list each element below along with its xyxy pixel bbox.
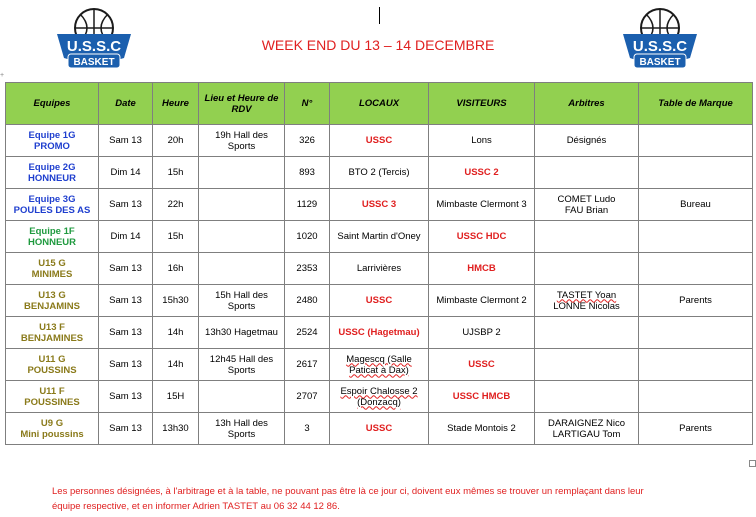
team-name: Equipe 1F <box>29 225 75 237</box>
date-cell: Sam 13 <box>99 349 153 381</box>
time-cell: 16h <box>153 253 199 285</box>
team-cell <box>6 413 99 445</box>
logo-text-basket: BASKET <box>639 57 681 68</box>
rdv-cell <box>199 253 285 285</box>
time-cell: 14h <box>153 317 199 349</box>
team-category: BENJAMINS <box>24 300 80 312</box>
match-number-cell: 1020 <box>285 221 330 253</box>
column-header: Equipes <box>6 83 99 125</box>
away-team-cell <box>429 317 535 349</box>
team-category: MINIMES <box>31 268 73 280</box>
home-team-cell <box>330 349 429 381</box>
table-row <box>6 317 753 349</box>
referees-cell <box>535 189 639 221</box>
date-cell: Sam 13 <box>99 381 153 413</box>
home-team-name: USSC <box>365 295 393 306</box>
home-team-name: Magescq (Salle Paticat à Dax) <box>346 353 412 376</box>
table-header-row <box>6 83 753 125</box>
team-category: POUSSINS <box>27 364 77 376</box>
team-category: HONNEUR <box>27 172 77 184</box>
column-header: N° <box>285 83 330 125</box>
team-cell <box>6 221 99 253</box>
away-team-cell <box>429 349 535 381</box>
home-team-cell <box>330 157 429 189</box>
match-number-cell: 2707 <box>285 381 330 413</box>
referees-cell <box>535 413 639 445</box>
match-number-cell: 2617 <box>285 349 330 381</box>
column-header: Arbitres <box>535 83 639 125</box>
home-team-cell <box>330 253 429 285</box>
table-row <box>6 221 753 253</box>
referees-cell <box>535 285 639 317</box>
table-row <box>6 413 753 445</box>
home-team-cell <box>330 381 429 413</box>
footer-note <box>52 484 732 514</box>
time-cell: 14h <box>153 349 199 381</box>
table-move-handle-icon[interactable]: + <box>0 72 5 79</box>
footer-line-2: équipe respective, et en informer Adrien TASTET au 06 32 44 12 86. <box>52 501 340 512</box>
rdv-cell: 15h Hall des Sports <box>199 285 285 317</box>
table-row <box>6 285 753 317</box>
team-name: U11 F <box>39 385 65 397</box>
scorer-table-cell <box>639 221 753 253</box>
away-team-cell <box>429 157 535 189</box>
away-team-cell <box>429 413 535 445</box>
rdv-cell: 13h30 Hagetmau <box>199 317 285 349</box>
page-title: WEEK END DU 13 – 14 DECEMBRE <box>261 37 495 53</box>
home-team-cell <box>330 285 429 317</box>
away-team-cell <box>429 221 535 253</box>
team-cell <box>6 317 99 349</box>
date-cell: Dim 14 <box>99 221 153 253</box>
table-row <box>6 253 753 285</box>
rdv-cell: 12h45 Hall des Sports <box>199 349 285 381</box>
date-cell: Sam 13 <box>99 317 153 349</box>
match-number-cell: 893 <box>285 157 330 189</box>
away-team-cell <box>429 189 535 221</box>
team-cell <box>6 189 99 221</box>
home-team-name: USSC 3 <box>361 199 397 210</box>
away-team-name: Stade Montois 2 <box>447 423 516 434</box>
away-team-name: USSC 2 <box>464 167 499 178</box>
team-cell <box>6 157 99 189</box>
logo-text-club: U.S.S.C <box>632 38 688 55</box>
away-team-name: Lons <box>471 135 492 146</box>
column-header: Lieu et Heure de RDV <box>199 83 285 125</box>
scorer-table-cell <box>639 349 753 381</box>
referee-2: LONNE Nicolas <box>553 300 620 312</box>
rdv-cell <box>199 381 285 413</box>
schedule-table <box>5 82 753 445</box>
away-team-cell <box>429 125 535 157</box>
scorer-table-cell <box>639 157 753 189</box>
team-cell <box>6 381 99 413</box>
away-team-name: UJSBP 2 <box>462 327 501 338</box>
date-cell: Sam 13 <box>99 253 153 285</box>
scorer-table-cell <box>639 381 753 413</box>
referees-cell <box>535 125 639 157</box>
home-team-name: Espoir Chalosse 2 (Donzacq) <box>340 385 418 408</box>
home-team-name: USSC (Hagetmau) <box>338 327 420 338</box>
logo-text-basket: BASKET <box>73 57 115 68</box>
away-team-name: Mimbaste Clermont 3 <box>436 199 527 210</box>
scorer-table-cell <box>639 125 753 157</box>
scorer-table-cell: Parents <box>639 413 753 445</box>
referee-1: COMET Ludo <box>557 193 616 205</box>
away-team-cell <box>429 253 535 285</box>
away-team-name: USSC HDC <box>456 231 507 242</box>
home-team-cell <box>330 413 429 445</box>
team-category: Mini poussins <box>20 428 84 440</box>
team-name: U13 G <box>38 289 66 301</box>
team-category: HONNEUR <box>27 236 77 248</box>
team-cell <box>6 125 99 157</box>
rdv-cell: 19h Hall des Sports <box>199 125 285 157</box>
team-name: U15 G <box>38 257 66 269</box>
team-name: U13 F <box>39 321 65 333</box>
away-team-cell <box>429 285 535 317</box>
referee-1: Désignés <box>566 135 607 146</box>
logo-text-club: U.S.S.C <box>66 38 122 55</box>
time-cell: 15h <box>153 221 199 253</box>
team-category: POULES DES AS <box>13 204 91 216</box>
column-header: Date <box>99 83 153 125</box>
referee-1: TASTET Yoan <box>556 289 617 301</box>
referee-1: DARAIGNEZ Nico <box>547 417 626 429</box>
team-cell <box>6 349 99 381</box>
scorer-table-cell: Parents <box>639 285 753 317</box>
table-row <box>6 125 753 157</box>
text-cursor <box>379 7 380 24</box>
table-row <box>6 381 753 413</box>
table-resize-handle[interactable] <box>749 460 756 467</box>
team-name: Equipe 2G <box>28 161 76 173</box>
footer-line-1: Les personnes désignées, à l'arbitrage et à la table, ne pouvant pas être là ce jour ci, doivent eux mêmes se trouver un remplaçant dans leur <box>52 486 644 497</box>
date-cell: Sam 13 <box>99 125 153 157</box>
referees-cell <box>535 253 639 285</box>
team-cell <box>6 285 99 317</box>
time-cell: 20h <box>153 125 199 157</box>
home-team-name: Larrivières <box>356 263 402 274</box>
referee-2: LARTIGAU Tom <box>552 428 621 440</box>
match-number-cell: 2480 <box>285 285 330 317</box>
rdv-cell <box>199 221 285 253</box>
home-team-cell <box>330 221 429 253</box>
date-cell: Dim 14 <box>99 157 153 189</box>
home-team-name: USSC <box>365 423 393 434</box>
scorer-table-cell: Bureau <box>639 189 753 221</box>
away-team-name: USSC <box>468 359 495 370</box>
away-team-name: Mimbaste Clermont 2 <box>436 295 527 306</box>
referees-cell <box>535 157 639 189</box>
date-cell: Sam 13 <box>99 189 153 221</box>
column-header: LOCAUX <box>330 83 429 125</box>
team-category: PROMO <box>34 140 70 152</box>
team-name: Equipe 3G <box>28 193 76 205</box>
table-row <box>6 189 753 221</box>
scorer-table-cell <box>639 317 753 349</box>
table-row <box>6 157 753 189</box>
team-category: BENJAMINES <box>20 332 84 344</box>
rdv-cell <box>199 157 285 189</box>
match-number-cell: 3 <box>285 413 330 445</box>
column-header: VISITEURS <box>429 83 535 125</box>
away-team-cell <box>429 381 535 413</box>
home-team-name: USSC <box>365 135 393 146</box>
team-name: U9 G <box>40 417 64 429</box>
away-team-name: USSC HMCB <box>452 391 511 402</box>
team-name: Equipe 1G <box>28 129 76 141</box>
time-cell: 15h30 <box>153 285 199 317</box>
home-team-name: Saint Martin d'Oney <box>337 231 421 242</box>
referees-cell <box>535 317 639 349</box>
match-number-cell: 1129 <box>285 189 330 221</box>
team-category: POUSSINES <box>24 396 80 408</box>
table-row <box>6 349 753 381</box>
referees-cell <box>535 381 639 413</box>
referees-cell <box>535 221 639 253</box>
column-header: Table de Marque <box>639 83 753 125</box>
match-number-cell: 2524 <box>285 317 330 349</box>
match-number-cell: 2353 <box>285 253 330 285</box>
referee-2: FAU Brian <box>564 204 609 216</box>
home-team-name: BTO 2 (Tercis) <box>348 167 410 178</box>
home-team-cell <box>330 317 429 349</box>
time-cell: 22h <box>153 189 199 221</box>
match-number-cell: 326 <box>285 125 330 157</box>
rdv-cell: 13h Hall des Sports <box>199 413 285 445</box>
home-team-cell <box>330 125 429 157</box>
column-header: Heure <box>153 83 199 125</box>
time-cell: 15h <box>153 157 199 189</box>
time-cell: 13h30 <box>153 413 199 445</box>
team-cell <box>6 253 99 285</box>
time-cell: 15H <box>153 381 199 413</box>
team-name: U11 G <box>38 353 66 365</box>
rdv-cell <box>199 189 285 221</box>
date-cell: Sam 13 <box>99 285 153 317</box>
scorer-table-cell <box>639 253 753 285</box>
away-team-name: HMCB <box>467 263 496 274</box>
referees-cell <box>535 349 639 381</box>
date-cell: Sam 13 <box>99 413 153 445</box>
home-team-cell <box>330 189 429 221</box>
